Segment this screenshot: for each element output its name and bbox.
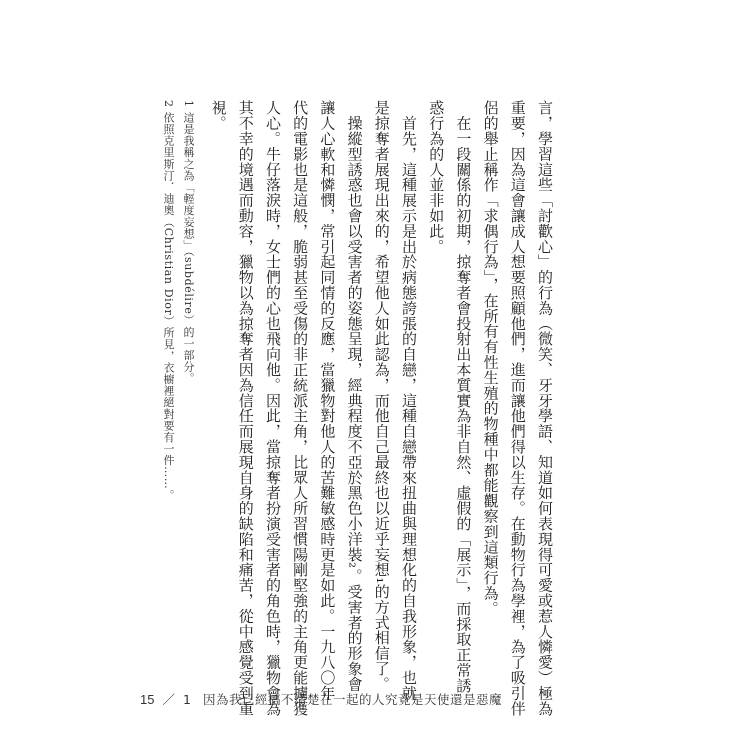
- body-line: 其不幸的境遇而動容，獵物以為掠奪者因為信任而展現自身的缺陷和痛苦，從中感覺受到重: [236, 100, 255, 716]
- body-line: 讓人心軟和憐憫，常引起同情的反應，當獵物對他人的苦難敏感時更是如此。一九八〇年: [318, 100, 337, 701]
- footnotes: [158, 100, 198, 600]
- body-line: 代的電影也是這般，脆弱甚至受傷的非正統派主角，比眾人所習慣陽剛堅強的主角更能擄獲: [291, 100, 310, 716]
- footnote-1: 1 這是我稱之為「輕度妄想」（subdélire）的一部分。: [182, 100, 195, 385]
- page-number: 15: [140, 691, 155, 707]
- chapter-number: 1: [182, 691, 191, 707]
- body-line: 首先，這種展示是出於病態誇張的自戀，這種自戀帶來扭曲與理想化的自我形象，也就: [399, 100, 418, 701]
- body-line: 侶的舉止稱作「求偶行為」，在所有有性生殖的物種中都能觀察到這類行為。: [481, 100, 500, 617]
- body-line: 視。: [209, 100, 228, 131]
- body-line: 操縱型誘惑也會以受害者的姿態呈現，經典程度不亞於黑色小洋裝₂。受害者的形象會: [345, 100, 364, 692]
- body-line: 在一段關係的初期，掠奪者會投射出本質實為非自然、虛假的「展示」，而採取正常誘: [454, 100, 473, 694]
- footnote-2: 2 依照克里斯汀．迪奧（Christian Dior）所見，衣櫥裡絕對要有一件……。: [162, 100, 175, 501]
- footer-separator: ／: [162, 692, 175, 707]
- body-line: 人心。牛仔落淚時，女士們的心也飛向他。因此，當掠奪者扮演受害者的角色時，獵物會為: [263, 100, 282, 716]
- body-line: 是掠奪者展現出來的，希望他人如此認為，而他自己最終也以近乎妄想₁的方式相信了。: [372, 100, 391, 692]
- body-line: 言，學習這些「討歡心」的行為（微笑、牙牙學語、知道如何表現得可愛或惹人憐愛）極為: [536, 100, 554, 716]
- page-footer: [140, 690, 610, 708]
- chapter-title: 因為我已經搞不清楚在一起的人究竟是天使還是惡魔: [202, 692, 502, 707]
- body-line: 重要，因為這會讓成人想要照顧他們，進而讓他們得以生存。在動物行為學裡，為了吸引伴: [508, 100, 527, 716]
- body-line: 惑行為的人並非如此。: [427, 100, 446, 254]
